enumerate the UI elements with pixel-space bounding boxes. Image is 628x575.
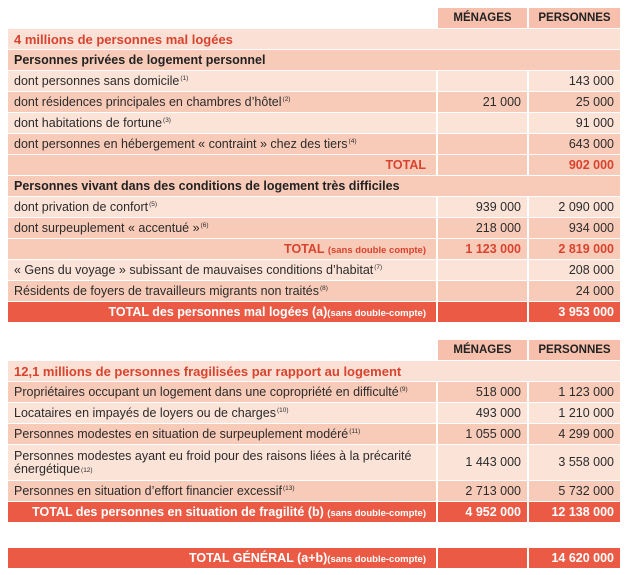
subtotal-row: [8, 239, 620, 260]
group-title-row: [8, 176, 620, 197]
total-label: TOTAL des personnes mal logées (a): [108, 305, 328, 319]
total-label: TOTAL des personnes en situation de fragilité (b): [32, 505, 324, 519]
cell-menages: 1 443 000: [438, 445, 529, 481]
row-label: Personnes modestes en situation de surpeuplement modéré: [14, 427, 349, 441]
cell-menages: 493 000: [438, 403, 529, 424]
section-2-title: 12,1 millions de personnes fragilisées par rapport au logement: [8, 361, 620, 382]
subtotal-label: TOTAL: [8, 155, 438, 176]
footnote-ref: (8): [320, 285, 328, 292]
cell-menages: [438, 71, 529, 92]
header-personnes: PERSONNES: [529, 8, 620, 29]
footnote-ref: (6): [200, 222, 209, 229]
total-personnes: 3 953 000: [529, 302, 620, 323]
cell-personnes: 24 000: [529, 281, 620, 302]
cell-personnes: 3 558 000: [529, 445, 620, 481]
subtotal-row: [8, 155, 620, 176]
table-row: [8, 424, 620, 445]
table-fragilisees: [8, 340, 620, 523]
cell-menages: 939 000: [438, 197, 529, 218]
footnote-ref: (10): [276, 407, 289, 414]
header-personnes: PERSONNES: [529, 340, 620, 361]
cell-personnes: 25 000: [529, 92, 620, 113]
section-title-row: [8, 361, 620, 382]
table-row: [8, 92, 620, 113]
total-qualifier: (sans double-compte): [327, 508, 426, 519]
section-1-title: 4 millions de personnes mal logées: [8, 29, 620, 50]
header-row: [8, 8, 620, 29]
cell-menages: [438, 260, 529, 281]
footnote-ref: (1): [180, 75, 189, 82]
footnote-ref: (7): [374, 264, 383, 271]
footnote-ref: (4): [348, 138, 357, 145]
footnote-ref: (13): [282, 485, 295, 492]
row-label: Propriétaires occupant un logement dans une copropriété en difficulté: [14, 385, 399, 399]
cell-menages: 518 000: [438, 382, 529, 403]
grand-total-label: TOTAL GÉNÉRAL (a+b): [188, 551, 328, 565]
cell-personnes: 2 090 000: [529, 197, 620, 218]
cell-personnes: 143 000: [529, 71, 620, 92]
row-label: dont personnes sans domicile: [14, 74, 180, 88]
table-row: [8, 382, 620, 403]
cell-menages: [438, 281, 529, 302]
table-row: [8, 218, 620, 239]
cell-personnes: 643 000: [529, 134, 620, 155]
table-row: [8, 134, 620, 155]
row-label: Résidents de foyers de travailleurs migrants non traités: [14, 284, 320, 298]
group-2-title: Personnes vivant dans des conditions de logement très difficiles: [8, 176, 620, 197]
footnote-ref: (2): [282, 96, 291, 103]
grand-total-personnes: 14 620 000: [529, 548, 620, 569]
header-menages: MÉNAGES: [438, 340, 529, 361]
cell-menages: 1 055 000: [438, 424, 529, 445]
footnote-ref: (11): [349, 428, 361, 435]
subtotal-personnes: 2 819 000: [529, 239, 620, 260]
cell-menages: 218 000: [438, 218, 529, 239]
subtotal-label: TOTAL: [284, 242, 325, 256]
cell-personnes: 4 299 000: [529, 424, 620, 445]
row-label: dont résidences principales en chambres d’hôtel: [14, 95, 282, 109]
subtotal-menages: [438, 155, 529, 176]
table-row: [8, 197, 620, 218]
table-row: [8, 445, 620, 481]
row-label: Personnes en situation d’effort financier excessif: [14, 484, 282, 498]
group-1-title: Personnes privées de logement personnel: [8, 50, 620, 71]
subtotal-personnes: 902 000: [529, 155, 620, 176]
total-personnes: 12 138 000: [529, 502, 620, 523]
section-title-row: [8, 29, 620, 50]
subtotal-menages: 1 123 000: [438, 239, 529, 260]
table-row: [8, 481, 620, 502]
cell-personnes: 1 210 000: [529, 403, 620, 424]
total-menages: 4 952 000: [438, 502, 529, 523]
table-row: [8, 71, 620, 92]
table-row: [8, 260, 620, 281]
footnote-ref: (9): [399, 386, 408, 393]
footnote-ref: (12): [81, 466, 93, 474]
cell-menages: [438, 113, 529, 134]
cell-menages: 21 000: [438, 92, 529, 113]
cell-menages: [438, 134, 529, 155]
grand-total-qualifier: (sans double-compte): [327, 554, 426, 565]
cell-personnes: 208 000: [529, 260, 620, 281]
cell-personnes: 91 000: [529, 113, 620, 134]
row-label: dont privation de confort: [14, 200, 149, 214]
row-label: dont personnes en hébergement « contraint » chez des tiers: [14, 137, 348, 151]
table-mal-loges: [8, 8, 620, 323]
total-menages: [438, 302, 529, 323]
row-label: Locataires en impayés de loyers ou de charges: [14, 406, 276, 420]
cell-personnes: 1 123 000: [529, 382, 620, 403]
row-label: dont surpeuplement « accentué »: [14, 221, 200, 235]
footnote-ref: (5): [149, 201, 158, 208]
row-label: « Gens du voyage » subissant de mauvaises conditions d’habitat: [14, 263, 374, 277]
total-qualifier: (sans double-compte): [327, 308, 426, 319]
subtotal-qualifier: (sans double compte): [327, 245, 426, 256]
header-row: [8, 340, 620, 361]
row-label: Personnes modestes ayant eu froid pour des raisons liées à la précarité énergétique: [14, 448, 412, 476]
cell-personnes: 5 732 000: [529, 481, 620, 502]
grand-total-menages: [438, 548, 529, 569]
group-title-row: [8, 50, 620, 71]
table-row: [8, 281, 620, 302]
grand-total-row: [8, 548, 620, 569]
total-row: [8, 302, 620, 323]
table-row: [8, 113, 620, 134]
cell-personnes: 934 000: [529, 218, 620, 239]
total-row: [8, 502, 620, 523]
cell-menages: 2 713 000: [438, 481, 529, 502]
header-menages: MÉNAGES: [438, 8, 529, 29]
table-grand-total: [8, 548, 620, 569]
table-row: [8, 403, 620, 424]
row-label: dont habitations de fortune: [14, 116, 163, 130]
footnote-ref: (3): [163, 117, 171, 124]
